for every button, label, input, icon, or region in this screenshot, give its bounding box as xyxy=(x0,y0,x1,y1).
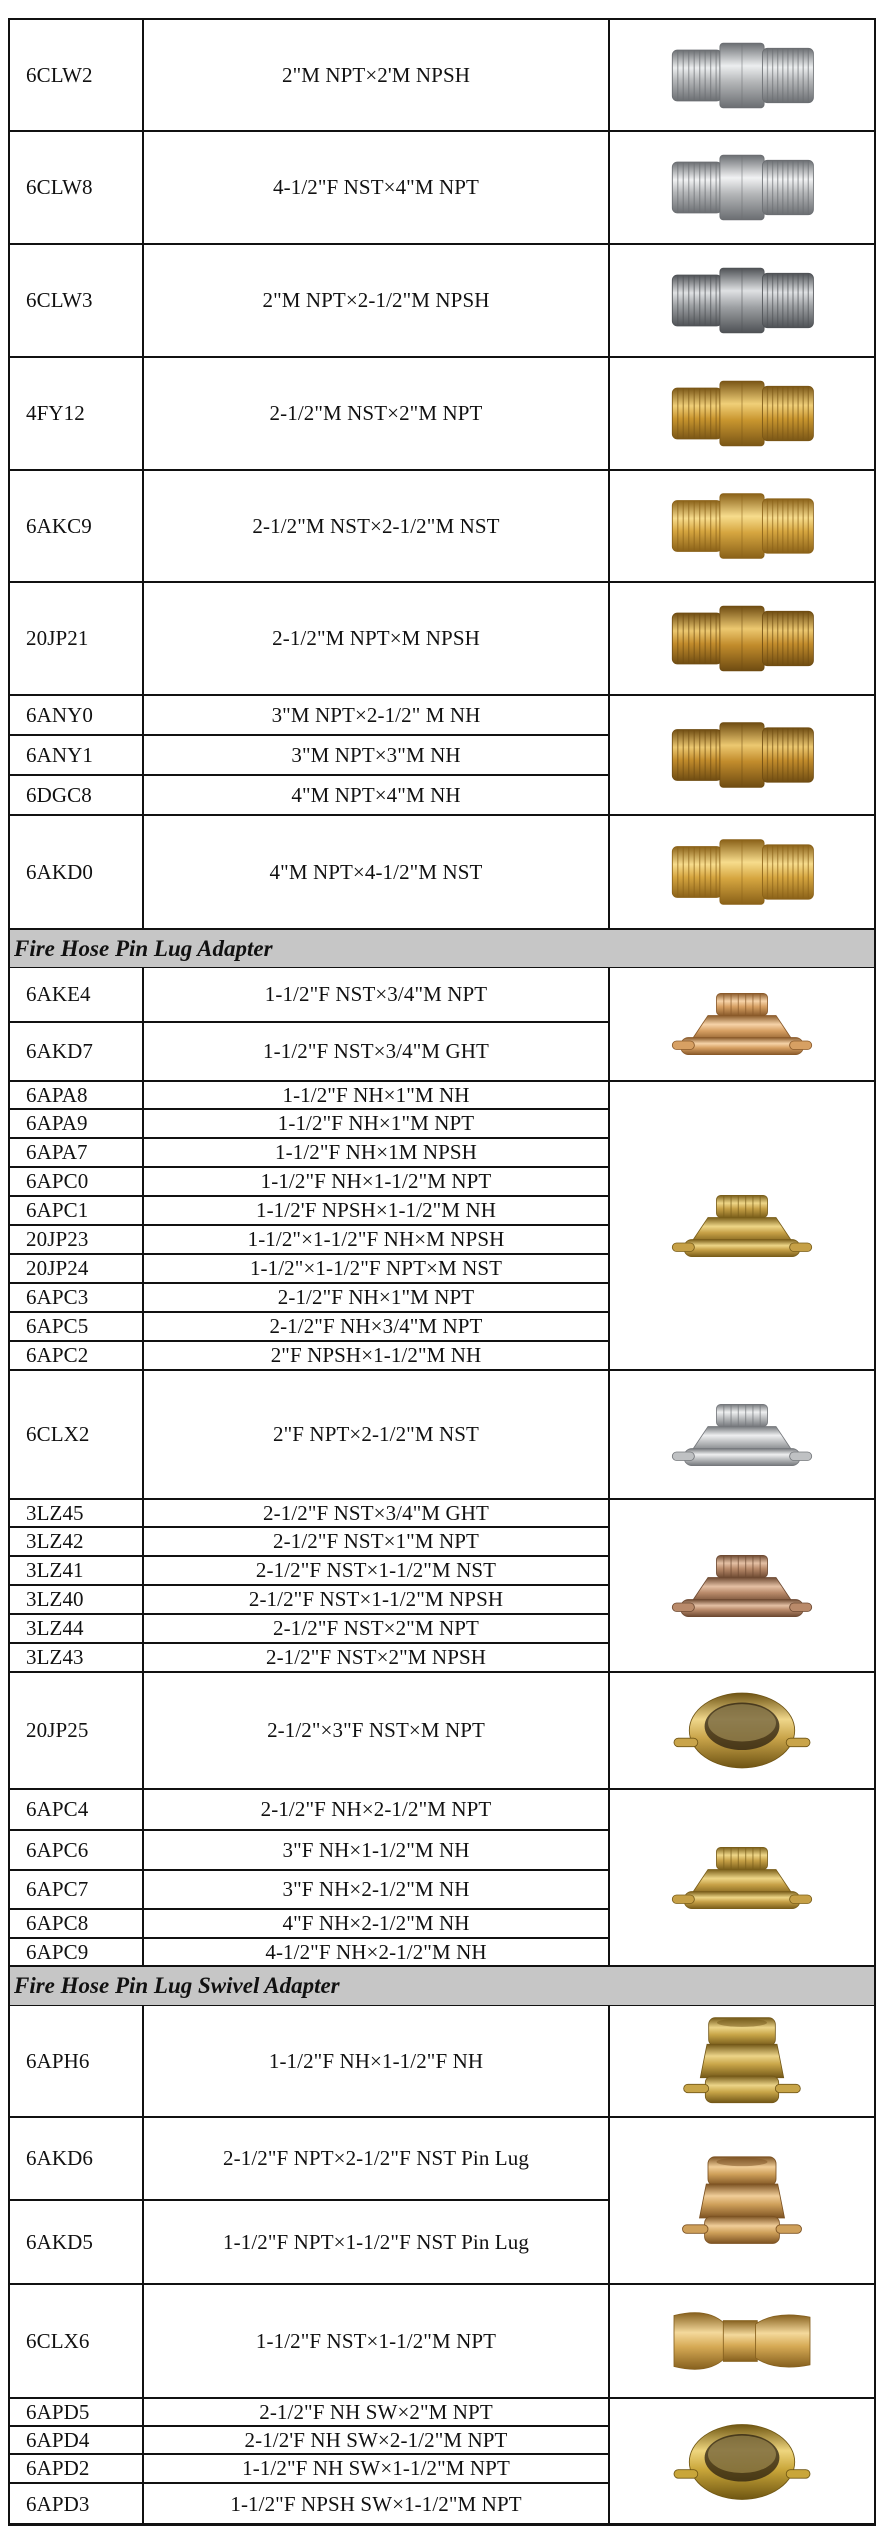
product-code: 6APC9 xyxy=(26,1939,89,1964)
product-description: 3"M NPT×2-1/2" M NH xyxy=(271,702,481,727)
product-description: 1-1/2"×1-1/2"F NPT×M NST xyxy=(249,1256,503,1280)
product-code: 6AKE4 xyxy=(26,982,91,1006)
product-description: 2"M NPT×2-1/2"M NPSH xyxy=(262,288,490,312)
aluminum-pin-lug-adapter-icon xyxy=(657,1380,827,1490)
product-code: 6CLX2 xyxy=(26,1422,90,1446)
product-description: 1-1/2"F NH×1M NPSH xyxy=(275,1140,477,1164)
product-code: 6APC1 xyxy=(26,1198,89,1222)
pin-lug-swivel-adapter-icon xyxy=(657,2146,827,2256)
product-description: 1-1/2"F NST×1-1/2"M NPT xyxy=(255,2328,497,2353)
product-description: 2-1/2"M NST×2"M NPT xyxy=(269,401,483,425)
product-code: 4FY12 xyxy=(26,401,85,425)
product-description: 1-1/2"F NPSH SW×1-1/2"M NPT xyxy=(230,2491,522,2516)
section-header: Fire Hose Pin Lug Swivel Adapter xyxy=(10,1967,874,2005)
product-description: 2-1/2"F NPT×2-1/2"F NST Pin Lug xyxy=(223,2146,529,2170)
product-description: 1-1/2'F NPSH×1-1/2"M NH xyxy=(255,1198,497,1222)
product-code: 6APA7 xyxy=(26,1140,88,1164)
row-divider xyxy=(609,1369,876,1371)
product-description: 2"F NPSH×1-1/2"M NH xyxy=(270,1343,482,1367)
product-code: 20JP24 xyxy=(26,1256,89,1280)
pin-lug-adapter-icon xyxy=(657,1171,827,1281)
product-code: 6CLW8 xyxy=(26,175,93,199)
row-divider xyxy=(609,2283,876,2285)
product-description: 1-1/2"F NH×1-1/2"M NPT xyxy=(260,1169,492,1193)
product-code: 3LZ42 xyxy=(26,1529,84,1553)
product-code: 6CLW2 xyxy=(26,63,93,87)
product-description: 4"F NH×2-1/2"M NH xyxy=(282,1911,470,1935)
product-code: 6APD2 xyxy=(26,2456,90,2480)
product-code: 6APH6 xyxy=(26,2048,90,2073)
product-description: 4"M NPT×4-1/2"M NST xyxy=(269,859,483,884)
row-divider xyxy=(609,130,876,132)
product-description: 2-1/2"F NST×2"M NPT xyxy=(273,1616,479,1640)
product-description: 2-1/2"F NH SW×2"M NPT xyxy=(259,2399,493,2424)
brass-hex-nipple-icon xyxy=(657,476,827,576)
product-code: 6APC6 xyxy=(26,1837,89,1862)
product-code: 6APC0 xyxy=(26,1169,89,1193)
product-code: 6APA8 xyxy=(26,1082,88,1107)
product-description: 2-1/2"M NST×2-1/2"M NST xyxy=(252,513,500,538)
product-code: 6AKD0 xyxy=(26,859,93,884)
row-divider xyxy=(609,469,876,471)
product-description: 2-1/2"F NST×1"M NPT xyxy=(273,1529,479,1553)
pin-lug-swivel-adapter-icon xyxy=(657,2011,827,2111)
product-description: 3"M NPT×3"M NH xyxy=(291,742,461,767)
product-description: 1-1/2"F NST×3/4"M GHT xyxy=(263,1039,489,1063)
product-description: 4"M NPT×4"M NH xyxy=(291,782,461,807)
product-code: 6APC2 xyxy=(26,1343,89,1367)
row-divider xyxy=(609,1498,876,1500)
row-divider xyxy=(609,2524,876,2526)
product-code: 3LZ40 xyxy=(26,1587,84,1611)
product-code: 3LZ44 xyxy=(26,1616,84,1640)
bronze-pin-lug-adapter-icon xyxy=(657,1531,827,1641)
product-code: 6APC8 xyxy=(26,1911,89,1935)
product-description: 1-1/2"F NH×1-1/2"F NH xyxy=(268,2048,484,2073)
product-code: 6DGC8 xyxy=(26,782,92,807)
silver-hex-nipple-icon xyxy=(657,250,827,351)
brass-ring-adapter-icon xyxy=(657,1678,827,1783)
row-divider xyxy=(609,243,876,245)
swivel-ring-adapter-icon xyxy=(657,2407,827,2517)
row-divider xyxy=(609,1080,876,1082)
product-description: 2-1/2"F NST×2"M NPSH xyxy=(265,1645,487,1669)
product-code: 6APD4 xyxy=(26,2427,90,2452)
product-code: 6ANY0 xyxy=(26,702,93,727)
product-description: 2"F NPT×2-1/2"M NST xyxy=(273,1422,479,1446)
product-description: 1-1/2"×1-1/2"F NH×M NPSH xyxy=(247,1227,505,1251)
rocker-lug-adapter-icon xyxy=(657,973,827,1075)
product-description: 2-1/2'F NH SW×2-1/2"M NPT xyxy=(244,2427,508,2452)
product-code: 20JP21 xyxy=(26,626,89,650)
product-code: 6APC3 xyxy=(26,1285,89,1309)
product-code: 3LZ43 xyxy=(26,1645,84,1669)
product-description: 4-1/2"F NST×4"M NPT xyxy=(273,175,479,199)
row-divider xyxy=(609,581,876,583)
section-header: Fire Hose Pin Lug Adapter xyxy=(10,930,874,967)
row-divider xyxy=(609,1788,876,1790)
product-code: 20JP23 xyxy=(26,1227,89,1251)
product-description: 2-1/2"F NST×1-1/2"M NST xyxy=(255,1558,497,1582)
product-code: 6APD3 xyxy=(26,2491,90,2516)
product-code: 6CLX6 xyxy=(26,2328,90,2353)
row-divider xyxy=(609,694,876,696)
product-code: 6AKD6 xyxy=(26,2146,93,2170)
silver-hex-nipple-icon xyxy=(657,137,827,238)
product-code: 3LZ41 xyxy=(26,1558,84,1582)
brass-hex-nipple-icon xyxy=(657,821,827,923)
silver-hex-nipple-icon xyxy=(657,26,827,125)
product-code: 6APC4 xyxy=(26,1797,89,1821)
product-description: 2"M NPT×2'M NPSH xyxy=(281,63,470,87)
product-description: 2-1/2"F NH×1"M NPT xyxy=(277,1285,475,1309)
product-description: 2-1/2"F NST×1-1/2"M NPSH xyxy=(248,1587,504,1611)
product-description: 1-1/2"F NH×1"M NPT xyxy=(277,1111,475,1135)
row-divider xyxy=(609,2116,876,2118)
product-code: 6ANY1 xyxy=(26,742,93,767)
product-code: 6APC5 xyxy=(26,1314,89,1338)
product-description: 3"F NH×1-1/2"M NH xyxy=(282,1837,470,1862)
product-description: 2-1/2"F NH×3/4"M NPT xyxy=(269,1314,483,1338)
brass-hex-nipple-icon xyxy=(657,588,827,689)
product-description: 1-1/2"F NST×3/4"M NPT xyxy=(264,982,488,1006)
product-code: 6AKD5 xyxy=(26,2229,93,2254)
product-description: 1-1/2"F NPT×1-1/2"F NST Pin Lug xyxy=(223,2229,529,2254)
product-description: 1-1/2"F NH×1"M NH xyxy=(282,1082,470,1107)
product-code: 3LZ45 xyxy=(26,1500,84,1525)
product-code: 6APA9 xyxy=(26,1111,88,1135)
product-description: 2-1/2"×3"F NST×M NPT xyxy=(267,1718,485,1742)
product-code: 6AKC9 xyxy=(26,513,92,538)
brass-rocker-adapter-icon xyxy=(657,2290,827,2392)
product-code: 20JP25 xyxy=(26,1718,89,1742)
product-code: 6APC7 xyxy=(26,1877,89,1901)
product-code: 6CLW3 xyxy=(26,288,93,312)
row-divider xyxy=(609,1671,876,1673)
product-code: 6APD5 xyxy=(26,2399,90,2424)
product-description: 2-1/2"M NPT×M NPSH xyxy=(272,626,480,650)
product-description: 2-1/2"F NH×2-1/2"M NPT xyxy=(260,1797,492,1821)
row-divider xyxy=(609,814,876,816)
product-description: 4-1/2"F NH×2-1/2"M NH xyxy=(265,1939,487,1964)
product-code: 6AKD7 xyxy=(26,1039,93,1063)
pin-lug-adapter-icon xyxy=(657,1823,827,1933)
product-description: 1-1/2"F NH SW×1-1/2"M NPT xyxy=(242,2456,510,2480)
product-description: 3"F NH×2-1/2"M NH xyxy=(282,1877,470,1901)
brass-hex-nipple-icon xyxy=(657,701,827,809)
row-divider xyxy=(609,356,876,358)
product-description: 2-1/2"F NST×3/4"M GHT xyxy=(263,1500,489,1525)
brass-hex-nipple-icon xyxy=(657,363,827,464)
row-divider xyxy=(609,2397,876,2399)
